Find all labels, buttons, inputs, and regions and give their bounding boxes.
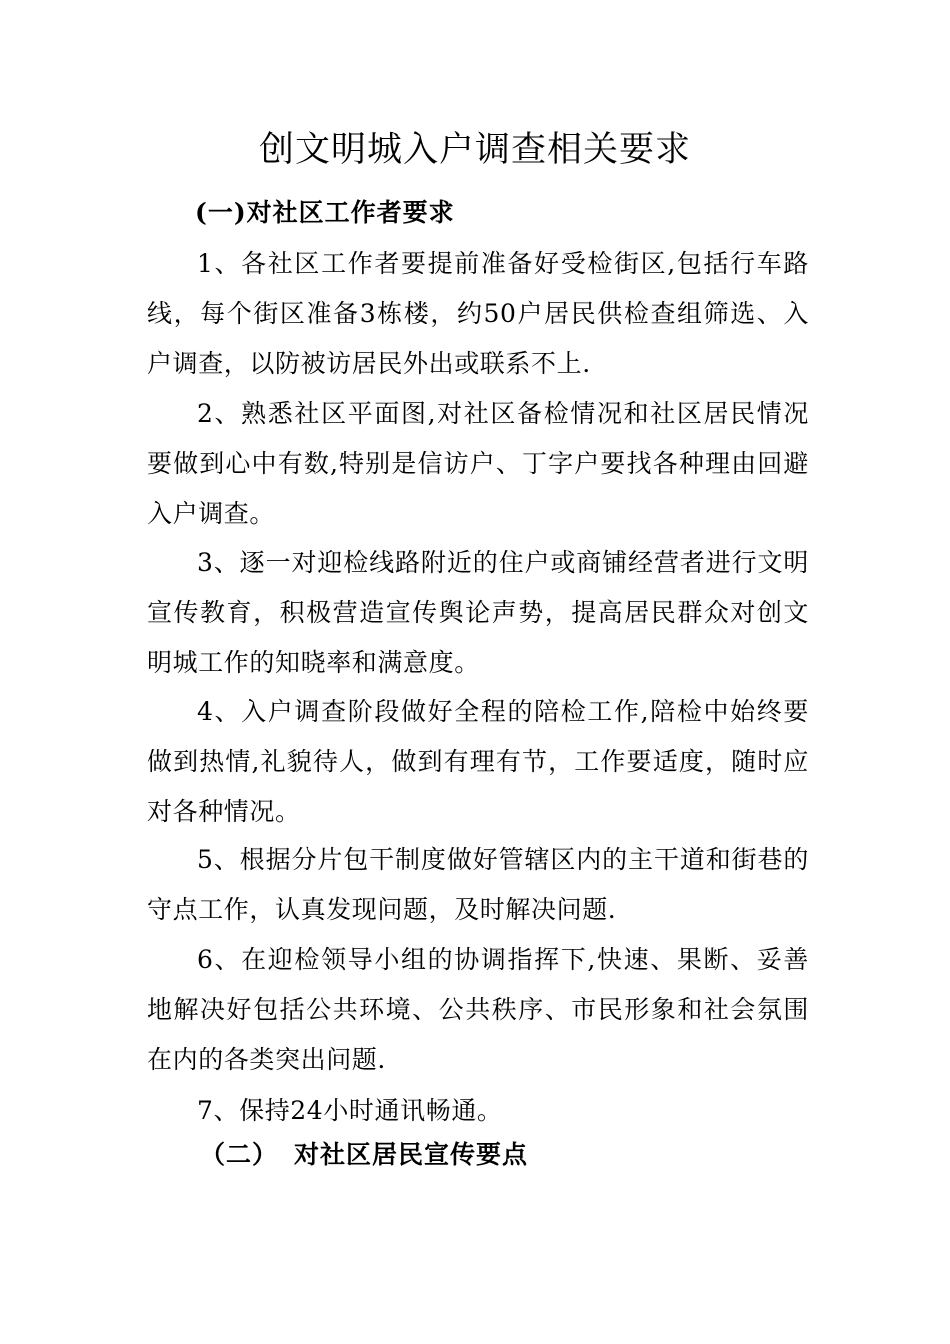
paragraph-item-5: 5、根据分片包干制度做好管辖区内的主干道和街巷的守点工作，认真发现问题，及时解决问题. — [147, 845, 809, 924]
section-heading-text: 对社区居民宣传要点 — [294, 1140, 529, 1169]
paragraph-item-4: 4、入户调查阶段做好全程的陪检工作,陪检中始终要做到热情,礼貌待人，做到有理有节，工作要适度，随时应对各种情况。 — [147, 697, 809, 826]
section-heading-community-workers: (一)对社区工作者要求 — [195, 198, 455, 227]
paragraph-item-1: 1、各社区工作者要提前准备好受检街区,包括行车路线，每个街区准备3栋楼，约50户居民供检查组筛选、入户调查，以防被访居民外出或联系不上. — [147, 249, 809, 378]
document-title: 创文明城入户调查相关要求 — [258, 130, 691, 170]
paragraph-item-3: 3、逐一对迎检线路附近的住户或商铺经营者进行文明宣传教育，积极营造宣传舆论声势，提高居民群众对创文明城工作的知晓率和满意度。 — [147, 548, 809, 677]
paragraph-item-7: 7、保持24小时通讯畅通。 — [197, 1096, 503, 1125]
section-heading-resident-publicity — [200, 1139, 528, 1171]
paragraph-item-6: 6、在迎检领导小组的协调指挥下,快速、果断、妥善地解决好包括公共环境、公共秩序、市民形象和社会氛围在内的各类突出问题. — [147, 945, 809, 1074]
section-number: （二） — [200, 1140, 279, 1169]
paragraph-item-2: 2、熟悉社区平面图,对社区备检情况和社区居民情况要做到心中有数,特别是信访户、丁字户要找各种理由回避入户调查。 — [147, 399, 809, 528]
